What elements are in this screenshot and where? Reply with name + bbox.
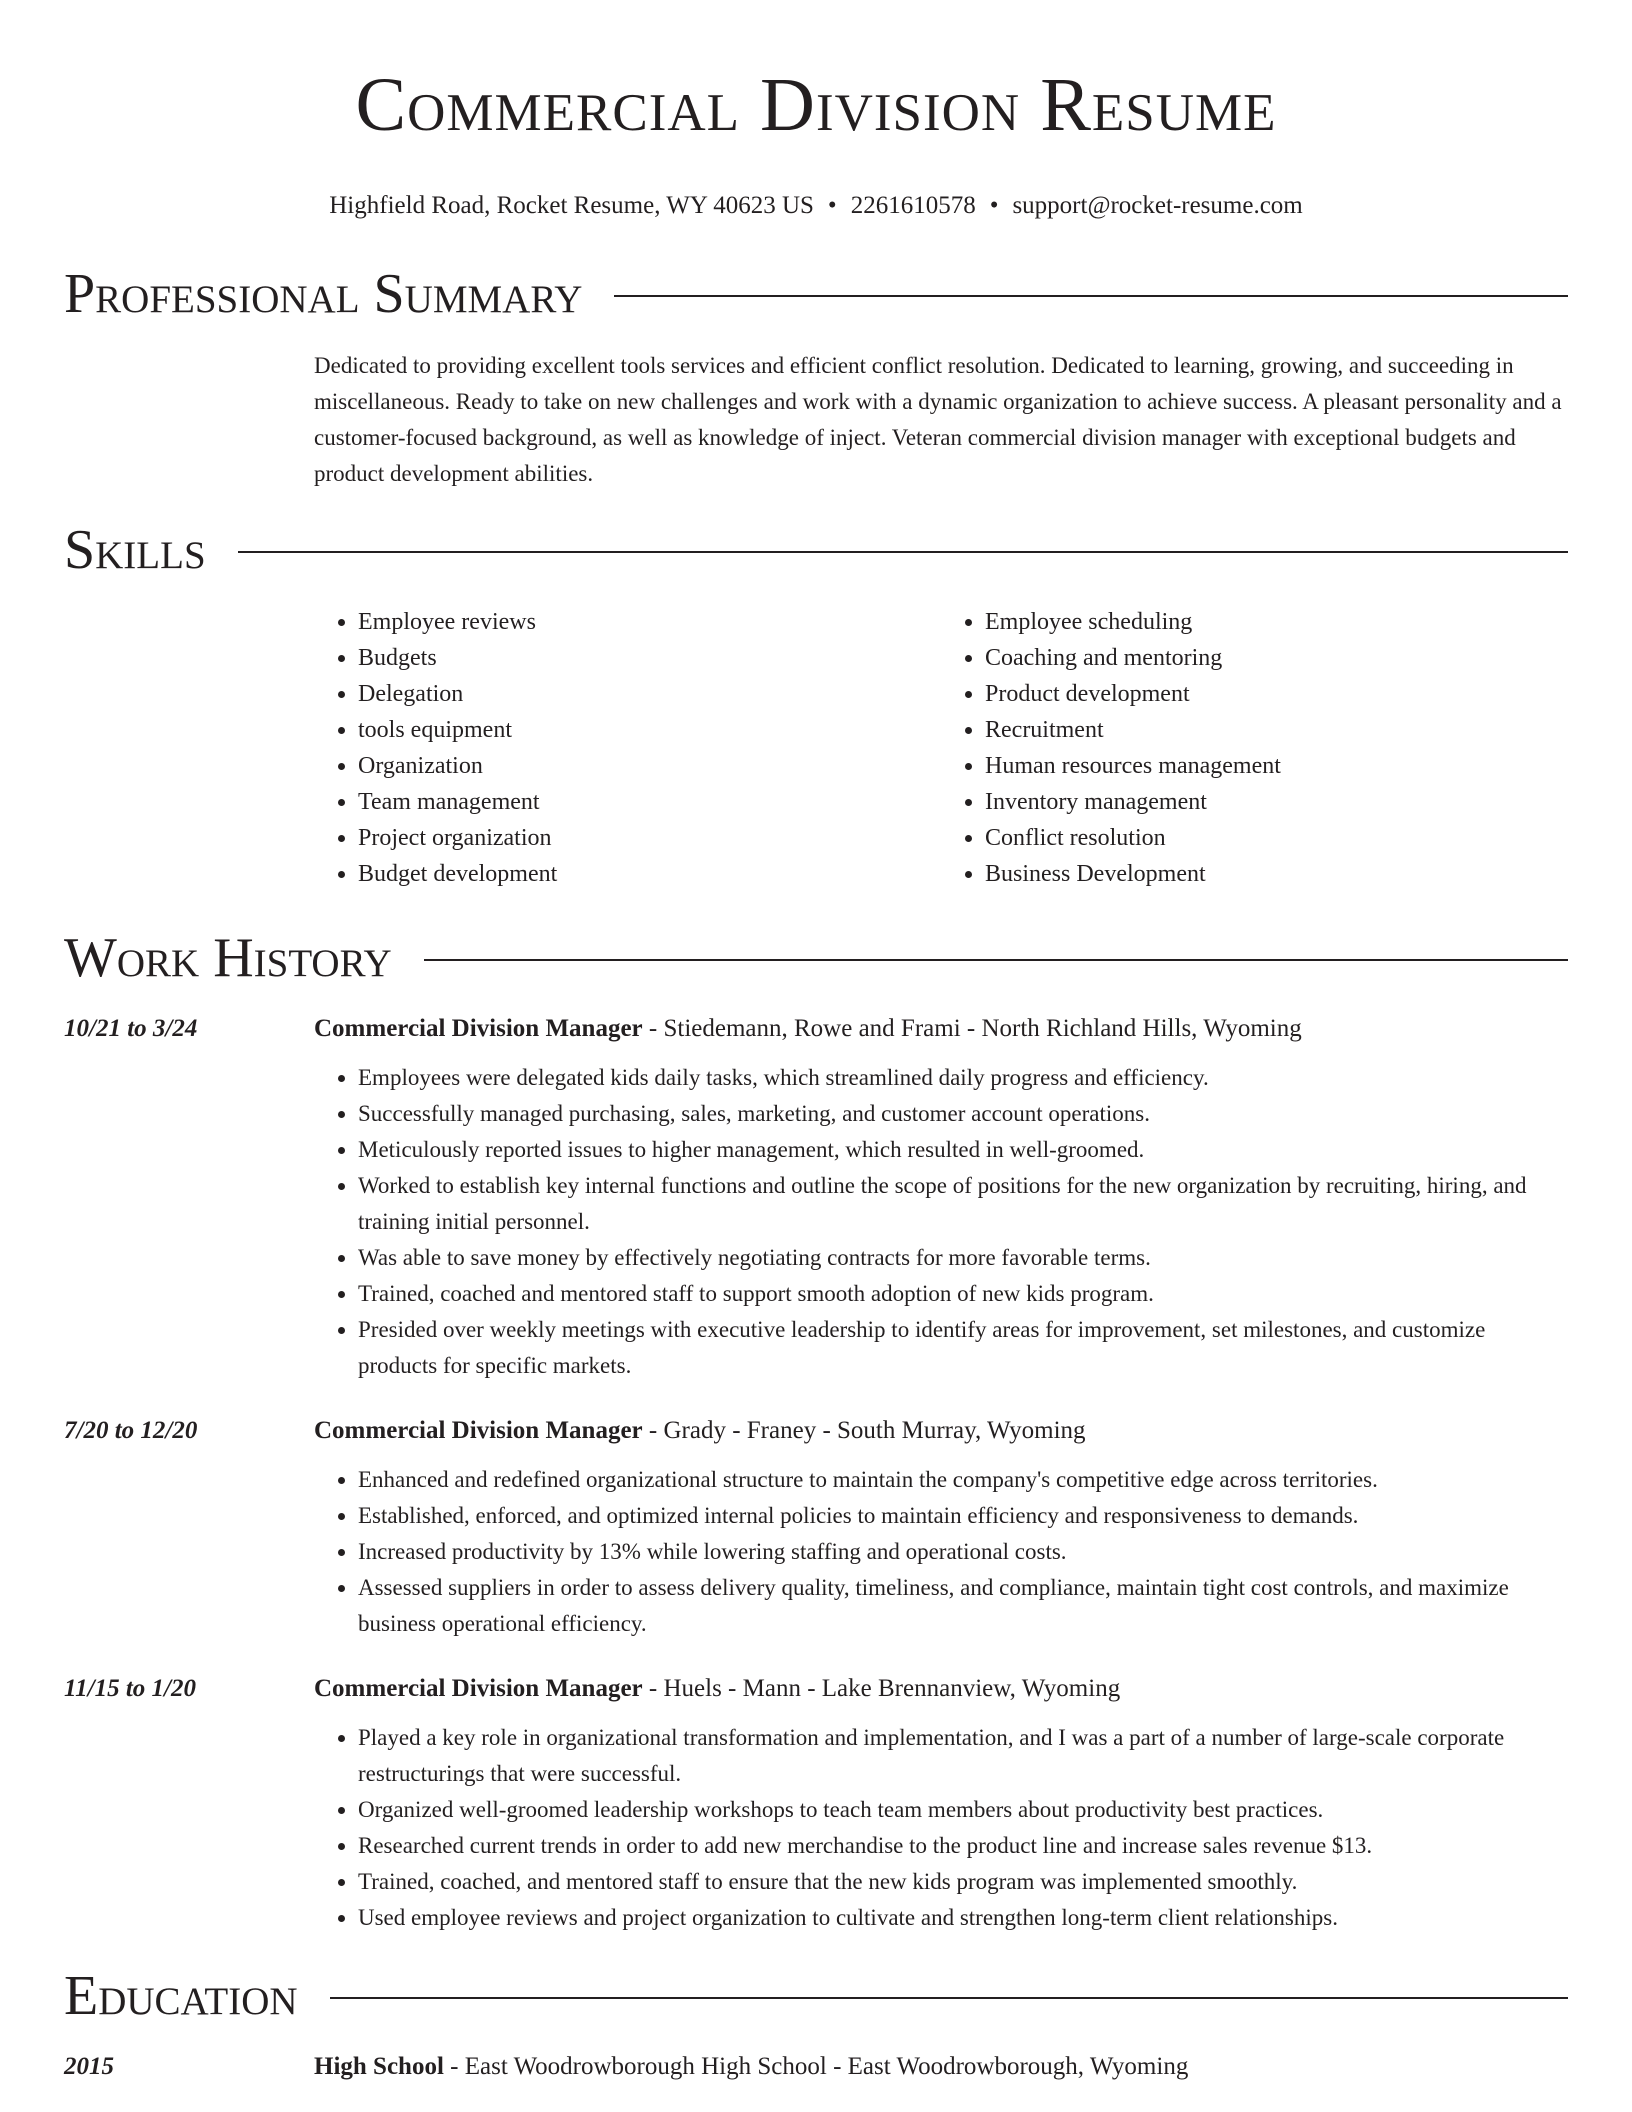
skill-item: • Conflict resolution — [985, 820, 1568, 856]
skill-item: • Employee reviews — [358, 604, 941, 640]
job-bullet: • Used employee reviews and project organization to cultivate and strengthen long-term client relationships. — [358, 1900, 1568, 1936]
job-bullet: • Increased productivity by 13% while lowering staffing and operational costs. — [358, 1534, 1568, 1570]
skill-item: • Budget development — [358, 856, 941, 892]
education-school: - East Woodrowborough High School - East Woodrowborough, Wyoming — [443, 2053, 1189, 2080]
job-bullets — [314, 1060, 1568, 1384]
skill-item: • Product development — [985, 676, 1568, 712]
education-header — [64, 2050, 1568, 2084]
section-divider — [330, 1997, 1568, 1999]
job-bullet: • Trained, coached and mentored staff to support smooth adoption of new kids program. — [358, 1276, 1568, 1312]
contact-email: support@rocket-resume.com — [1012, 192, 1303, 219]
skill-item: • Inventory management — [985, 784, 1568, 820]
job-duties — [314, 1462, 1568, 1642]
job-bullet: • Played a key role in organizational transformation and implementation, and I was a part of a number of large-scale corporate restructurings that were successful. — [358, 1720, 1568, 1792]
skill-item: • Recruitment — [985, 712, 1568, 748]
skill-item: • Delegation — [358, 676, 941, 712]
skill-item: • Business Development — [985, 856, 1568, 892]
job-header — [64, 1012, 1568, 1046]
job-bullet: • Presided over weekly meetings with executive leadership to identify areas for improvement, set milestones, and customize products for specific markets. — [358, 1312, 1568, 1384]
education-year: 2015 — [64, 2053, 114, 2080]
job-bullet: • Successfully managed purchasing, sales, marketing, and customer account operations. — [358, 1096, 1568, 1132]
contact-phone: 2261610578 — [850, 192, 976, 219]
education-heading-line — [314, 2050, 1188, 2084]
contact-separator: • — [827, 192, 837, 219]
job-bullet: • Meticulously reported issues to higher management, which resulted in well-groomed. — [358, 1132, 1568, 1168]
skills-column-left — [314, 604, 941, 892]
job-bullet: • Worked to establish key internal functions and outline the scope of positions for the new organization by recruiting, hiring, and training initial personnel. — [358, 1168, 1568, 1240]
education-degree: High School — [314, 2053, 444, 2080]
job-dates: 11/15 to 1/20 — [64, 1675, 196, 1702]
skills-column-right — [941, 604, 1568, 892]
summary-section-header — [64, 262, 1568, 326]
job-entry — [64, 1012, 1568, 1384]
job-heading — [314, 1672, 1120, 1706]
skill-item: • Employee scheduling — [985, 604, 1568, 640]
education-entry — [64, 2050, 1568, 2084]
skill-item: • Team management — [358, 784, 941, 820]
job-bullet: • Enhanced and redefined organizational structure to maintain the company's competitive edge across territories. — [358, 1462, 1568, 1498]
contact-address: Highfield Road, Rocket Resume, WY 40623 US — [329, 192, 814, 219]
skill-item: • Organization — [358, 748, 941, 784]
job-duties — [314, 1720, 1568, 1936]
job-bullet: • Organized well-groomed leadership workshops to teach team members about productivity best practices. — [358, 1792, 1568, 1828]
work-heading: Work History — [64, 927, 392, 989]
job-bullet: • Assessed suppliers in order to assess delivery quality, timeliness, and compliance, maintain tight cost controls, and maximize business operational efficiency. — [358, 1570, 1568, 1642]
job-duties — [314, 1060, 1568, 1384]
job-bullets — [314, 1462, 1568, 1642]
job-entry — [64, 1414, 1568, 1642]
skills-section-header — [64, 518, 1568, 582]
job-bullet: • Trained, coached, and mentored staff to ensure that the new kids program was implemented smoothly. — [358, 1864, 1568, 1900]
summary-text: Dedicated to providing excellent tools services and efficient conflict resolution. Dedicated to learning, growing, and succeeding in miscellaneous. Ready to take on new challenges and work with a dynamic organization to achieve success. A pleasant personality and a customer-focused background, as well as knowledge of inject. Veteran commercial division manager with exceptional budgets and product development abilities. — [314, 353, 1562, 486]
contact-line — [64, 190, 1568, 222]
job-employer: - Huels - Mann - Lake Brennanview, Wyoming — [642, 1675, 1121, 1702]
job-employer: - Grady - Franey - South Murray, Wyoming — [642, 1417, 1086, 1444]
job-title: Commercial Division Manager — [314, 1417, 643, 1444]
skill-item: • Budgets — [358, 640, 941, 676]
section-divider — [424, 959, 1568, 961]
work-section-header — [64, 926, 1568, 990]
job-header — [64, 1414, 1568, 1448]
contact-separator: • — [989, 192, 999, 219]
section-divider — [238, 551, 1568, 553]
job-employer: - Stiedemann, Rowe and Frami - North Richland Hills, Wyoming — [642, 1015, 1302, 1042]
skill-item: • Coaching and mentoring — [985, 640, 1568, 676]
skills-list — [314, 604, 1568, 892]
education-section-header — [64, 1964, 1568, 2028]
skill-item: • Project organization — [358, 820, 941, 856]
job-dates: 7/20 to 12/20 — [64, 1417, 198, 1444]
summary-heading: Professional Summary — [64, 263, 583, 325]
job-bullet: • Employees were delegated kids daily tasks, which streamlined daily progress and efficiency. — [358, 1060, 1568, 1096]
skills-heading: Skills — [64, 519, 206, 581]
resume-title: Commercial Division Resume — [355, 63, 1277, 147]
job-bullet: • Was able to save money by effectively negotiating contracts for more favorable terms. — [358, 1240, 1568, 1276]
section-divider — [614, 295, 1568, 297]
skill-item: • tools equipment — [358, 712, 941, 748]
job-entry — [64, 1672, 1568, 1936]
job-bullet: • Established, enforced, and optimized internal policies to maintain efficiency and responsiveness to demands. — [358, 1498, 1568, 1534]
education-heading: Education — [64, 1965, 298, 2027]
job-heading — [314, 1012, 1302, 1046]
job-title: Commercial Division Manager — [314, 1015, 643, 1042]
job-heading — [314, 1414, 1086, 1448]
job-bullet: • Researched current trends in order to add new merchandise to the product line and increase sales revenue $13. — [358, 1828, 1568, 1864]
job-bullets — [314, 1720, 1568, 1936]
job-dates: 10/21 to 3/24 — [64, 1015, 198, 1042]
job-header — [64, 1672, 1568, 1706]
job-title: Commercial Division Manager — [314, 1675, 643, 1702]
skill-item: • Human resources management — [985, 748, 1568, 784]
